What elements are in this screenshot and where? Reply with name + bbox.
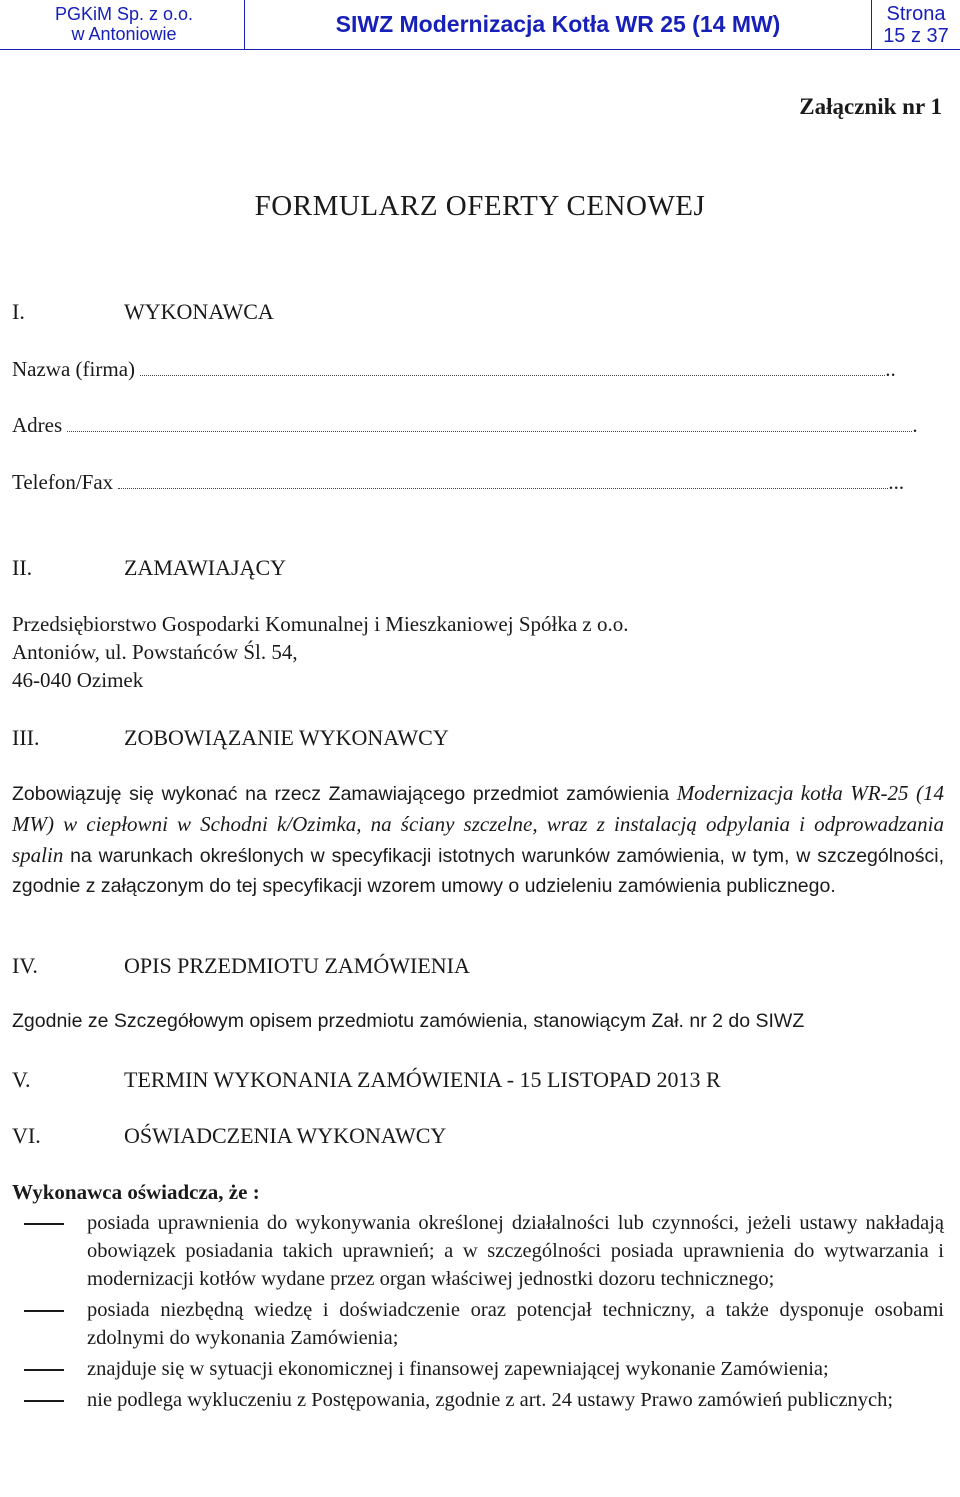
- section-number: V.: [12, 1067, 31, 1092]
- contractor-address-label: Adres: [12, 413, 63, 437]
- contractor-name-dotted-field[interactable]: [140, 375, 885, 376]
- ordering-party-address: Antoniów, ul. Powstańców Śl. 54,: [12, 640, 298, 664]
- section-contractor-heading: [12, 299, 274, 325]
- section-title: ZOBOWIĄZANIE WYKONAWCY: [124, 725, 449, 750]
- obligation-text-end: na warunkach określonych w specyfikacji istotnych warunków zamówienia, w tym, w szczególności, zgodnie z załączonym do tej specyfikacji wzorem umowy o udzieleniu zamówienia publicznego.: [12, 845, 944, 897]
- header-company-line2: w Antoniowie: [71, 24, 177, 44]
- list-item-text: posiada uprawnienia do wykonywania określonej działalności lub czynności, jeżeli ustawy nakładają obowiązek posiadania takich uprawnień; a w szczególności posiada uprawnienia do wytwarzania i modernizacji kotłów wydane przez organ właściwej jednostki dozoru technicznego;: [87, 1212, 944, 1290]
- header-page-info: [872, 0, 960, 49]
- dash-bullet-icon: [12, 1209, 87, 1293]
- contractor-name-label: Nazwa (firma): [12, 357, 136, 381]
- contractor-name-end: ..: [885, 357, 896, 381]
- contractor-address-line: [12, 413, 918, 438]
- obligation-subject-italic: Modernizacja kotła WR-25 (14 MW) w ciepłowni w Schodni k/Ozimka, na ściany szczelne, wraz z instalacją odpylania i odprowadzania spalin: [12, 781, 944, 867]
- contractor-name-line: [12, 357, 896, 382]
- dash-bullet-icon: [12, 1386, 87, 1414]
- contractor-address-end: .: [912, 413, 918, 437]
- obligation-paragraph: [12, 778, 944, 901]
- attachment-label: Załącznik nr 1: [799, 94, 942, 119]
- form-title: FORMULARZ OFERTY CENOWEJ: [254, 190, 706, 222]
- section-number: VI.: [12, 1123, 41, 1148]
- ordering-party-name: Przedsiębiorstwo Gospodarki Komunalnej i Mieszkaniowej Spółka z o.o.: [12, 612, 629, 636]
- list-item: [12, 1355, 944, 1383]
- section-obligation-heading: [12, 725, 449, 751]
- section-deadline-heading: [12, 1067, 721, 1093]
- section-ordering-party-heading: [12, 555, 286, 581]
- section-title: TERMIN WYKONANIA ZAMÓWIENIA - 15 LISTOPAD 2013 R: [124, 1067, 721, 1092]
- section-title: OŚWIADCZENIA WYKONAWCY: [124, 1123, 447, 1148]
- contractor-phone-dotted-field[interactable]: [118, 488, 888, 489]
- list-item-text: nie podlega wykluczeniu z Postępowania, zgodnie z art. 24 ustawy Prawo zamówień publicznych;: [87, 1389, 894, 1411]
- list-item-text: posiada niezbędną wiedzę i doświadczenie oraz potencjał techniczny, a także dysponuje osobami zdolnymi do wykonania Zamówienia;: [87, 1299, 944, 1349]
- declarations-list: [12, 1209, 944, 1417]
- header-page-number: 15 z 37: [883, 25, 949, 47]
- section-number: II.: [12, 555, 33, 580]
- section-title: ZAMAWIAJĄCY: [124, 555, 287, 580]
- ordering-party-postcode: 46-040 Ozimek: [12, 668, 144, 692]
- section-title: WYKONAWCA: [124, 299, 274, 324]
- section-number: IV.: [12, 953, 38, 978]
- list-item: [12, 1296, 944, 1352]
- contractor-phone-end: ...: [888, 470, 905, 494]
- contractor-phone-label: Telefon/Fax: [12, 470, 114, 494]
- section-number: III.: [12, 725, 40, 750]
- list-item-text: znajduje się w sytuacji ekonomicznej i finansowej zapewniającej wykonanie Zamówienia;: [87, 1358, 829, 1380]
- dash-bullet-icon: [12, 1355, 87, 1383]
- contractor-phone-line: [12, 470, 904, 495]
- list-item: [12, 1386, 944, 1414]
- section-declarations-heading: [12, 1123, 446, 1149]
- dash-bullet-icon: [12, 1296, 87, 1352]
- header-company: [0, 0, 245, 49]
- contractor-address-dotted-field[interactable]: [67, 431, 912, 432]
- description-text: Zgodnie ze Szczegółowym opisem przedmiotu zamówienia, stanowiącym Zał. nr 2 do SIWZ: [12, 1010, 805, 1032]
- section-number: I.: [12, 299, 25, 324]
- header-company-line1: PGKiM Sp. z o.o.: [54, 4, 194, 24]
- header-title: SIWZ Modernizacja Kotła WR 25 (14 MW): [245, 0, 872, 49]
- header-page-label: Strona: [886, 3, 946, 25]
- list-item: [12, 1209, 944, 1293]
- section-description-heading: [12, 953, 470, 979]
- section-title: OPIS PRZEDMIOTU ZAMÓWIENIA: [124, 953, 470, 978]
- page-header: [0, 0, 960, 50]
- declarations-lead: Wykonawca oświadcza, że :: [12, 1180, 260, 1204]
- obligation-text-start: Zobowiązuję się wykonać na rzecz Zamawiającego przedmiot zamówienia: [12, 783, 677, 805]
